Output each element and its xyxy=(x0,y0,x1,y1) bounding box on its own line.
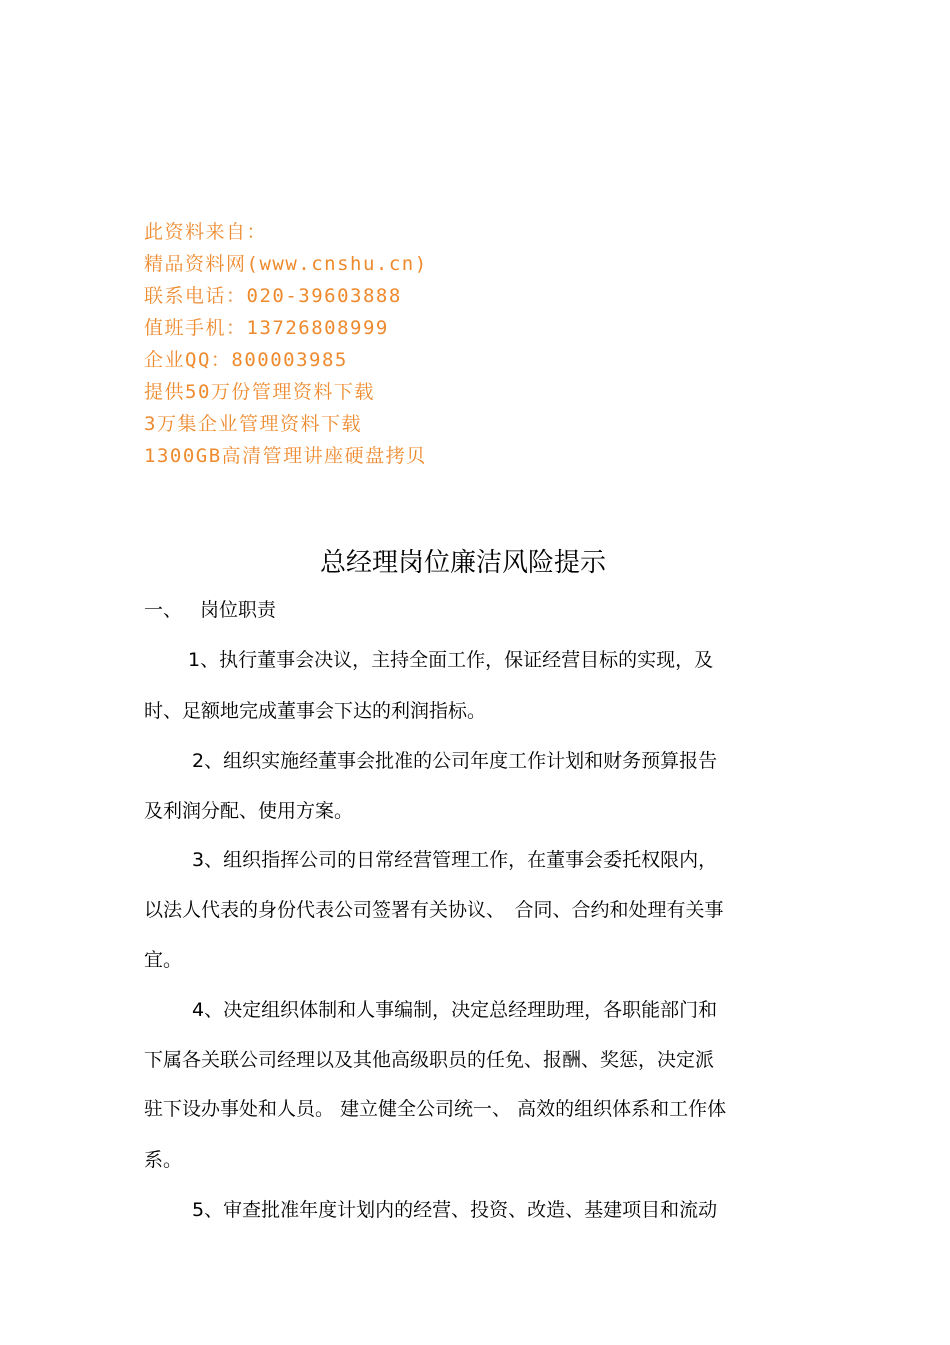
promo-offer-1: 提供50万份管理资料下载 xyxy=(144,381,375,403)
duty-4-line-2: 下属各关联公司经理以及其他高级职员的任免、报酬、奖惩，决定派 xyxy=(144,1049,715,1071)
duty-4-line-3: 驻下设办事处和人员。 建立健全公司统一、 高效的组织体系和工作体 xyxy=(144,1098,727,1120)
section-heading xyxy=(144,596,276,624)
promo-mobile: 值班手机：13726808999 xyxy=(144,317,389,339)
duty-2-line-1: 2、组织实施经董事会批准的公司年度工作计划和财务预算报告 xyxy=(192,750,718,772)
duty-4-line-4: 系。 xyxy=(144,1149,183,1171)
promo-offer-3: 1300GB高清管理讲座硬盘拷贝 xyxy=(144,445,427,467)
duty-5-line-1: 5、审查批准年度计划内的经营、投资、改造、基建项目和流动 xyxy=(192,1199,718,1221)
duty-1-line-1: 1、执行董事会决议，主持全面工作，保证经营目标的实现，及 xyxy=(188,649,714,671)
promo-offer-2: 3万集企业管理资料下载 xyxy=(144,413,362,435)
duty-2-line-2: 及利润分配、使用方案。 xyxy=(144,800,354,822)
promo-phone: 联系电话：020-39603888 xyxy=(144,285,402,307)
duty-3-line-2: 以法人代表的身份代表公司签署有关协议、 合同、合约和处理有关事 xyxy=(144,899,724,921)
duty-3-line-3: 宜。 xyxy=(144,949,183,971)
promo-website: 精品资料网(www.cnshu.cn) xyxy=(144,253,428,275)
document-title: 总经理岗位廉洁风险提示 xyxy=(319,548,606,578)
section-number: 一、 xyxy=(144,599,183,621)
promo-block xyxy=(144,216,428,472)
duty-4-line-1: 4、决定组织体制和人事编制，决定总经理助理，各职能部门和 xyxy=(192,999,718,1021)
promo-qq: 企业QQ：800003985 xyxy=(144,349,348,371)
duty-3-line-1: 3、组织指挥公司的日常经营管理工作，在董事会委托权限内， xyxy=(192,849,718,871)
duty-1-line-2: 时、足额地完成董事会下达的利润指标。 xyxy=(144,700,487,722)
promo-source-label: 此资料来自： xyxy=(144,221,268,243)
section-title: 岗位职责 xyxy=(200,599,277,621)
